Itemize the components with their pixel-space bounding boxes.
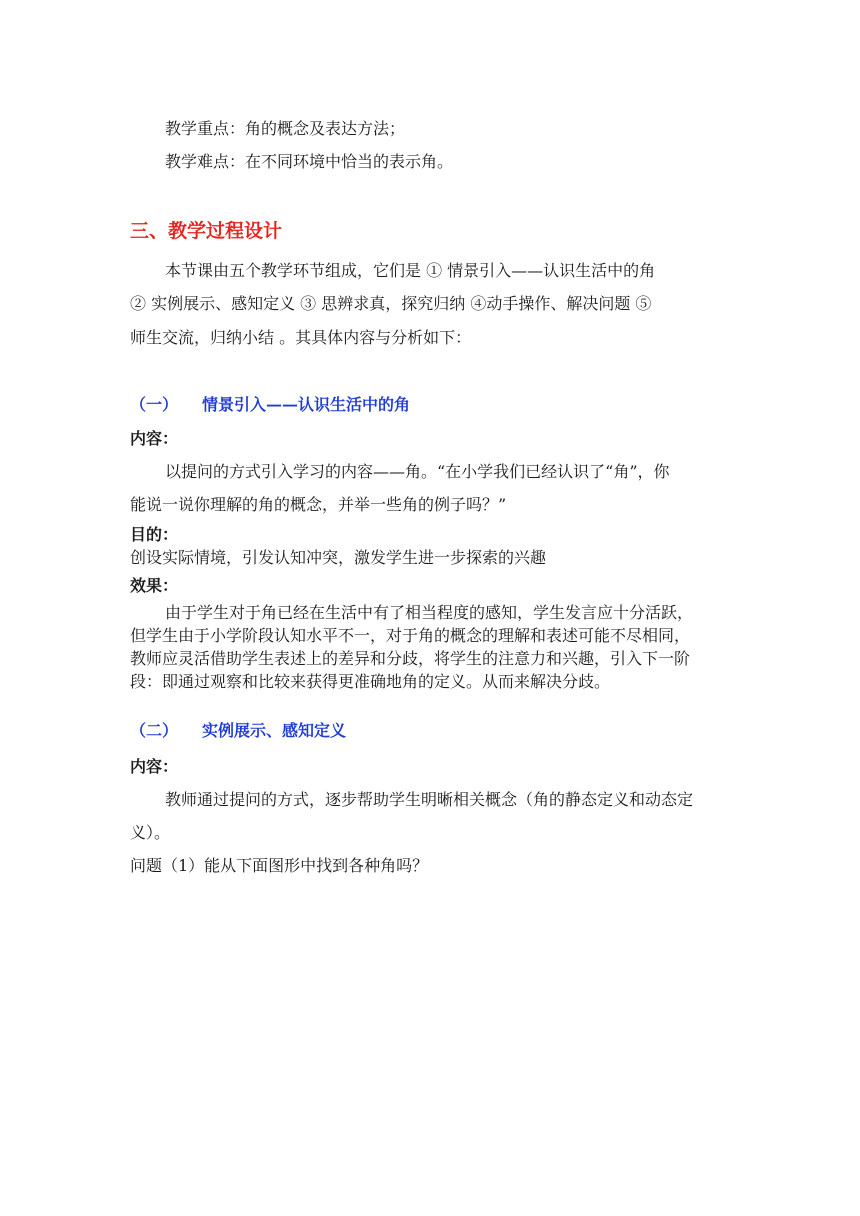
intro-paragraph-line-3: 师生交流，归纳小结 。其具体内容与分析如下： bbox=[130, 328, 472, 347]
subsection-number: （一） bbox=[130, 395, 179, 414]
purpose-text: 创设实际情境，引发认知冲突，激发学生进一步探索的兴趣 bbox=[130, 548, 547, 567]
content-line: 能说一说你理解的角的概念，并举一些角的例子吗？” bbox=[130, 495, 507, 514]
section-heading: 三、教学过程设计 bbox=[130, 220, 283, 242]
effect-label: 效果： bbox=[130, 576, 179, 595]
difficult-point-line: 教学难点：在不同环境中恰当的表示角。 bbox=[165, 152, 454, 171]
content-line: 教师通过提问的方式，逐步帮助学生明晰相关概念（角的静态定义和动态定 bbox=[165, 790, 694, 809]
key-point-line: 教学重点：角的概念及表达方法； bbox=[165, 119, 406, 138]
effect-line: 段：即通过观察和比较来获得更准确地角的定义。从而来解决分歧。 bbox=[130, 672, 611, 691]
purpose-label: 目的： bbox=[130, 525, 179, 544]
subsection-title: 实例展示、感知定义 bbox=[202, 721, 347, 740]
question-line: 问题（1）能从下面图形中找到各种角吗？ bbox=[130, 856, 429, 875]
effect-line: 由于学生对于角已经在生活中有了相当程度的感知，学生发言应十分活跃， bbox=[165, 603, 694, 622]
subsection-number: （二） bbox=[130, 721, 179, 740]
content-label: 内容： bbox=[130, 429, 179, 448]
content-line: 以提问的方式引入学习的内容——角。“在小学我们已经认识了“角”，你 bbox=[165, 462, 670, 481]
intro-paragraph-line-2: ② 实例展示、感知定义 ③ 思辨求真，探究归纳 ④动手操作、解决问题 ⑤ bbox=[130, 294, 652, 313]
effect-line: 教师应灵活借助学生表述上的差异和分歧，将学生的注意力和兴趣，引入下一阶 bbox=[130, 649, 691, 668]
content-label: 内容： bbox=[130, 757, 179, 776]
subsection-title: 情景引入——认识生活中的角 bbox=[202, 395, 411, 414]
content-line: 义）。 bbox=[130, 823, 171, 842]
intro-paragraph-line-1: 本节课由五个教学环节组成，它们是 ① 情景引入——认识生活中的角 bbox=[165, 261, 656, 280]
effect-line: 但学生由于小学阶段认知水平不一，对于角的概念的理解和表述可能不尽相同， bbox=[130, 626, 691, 645]
